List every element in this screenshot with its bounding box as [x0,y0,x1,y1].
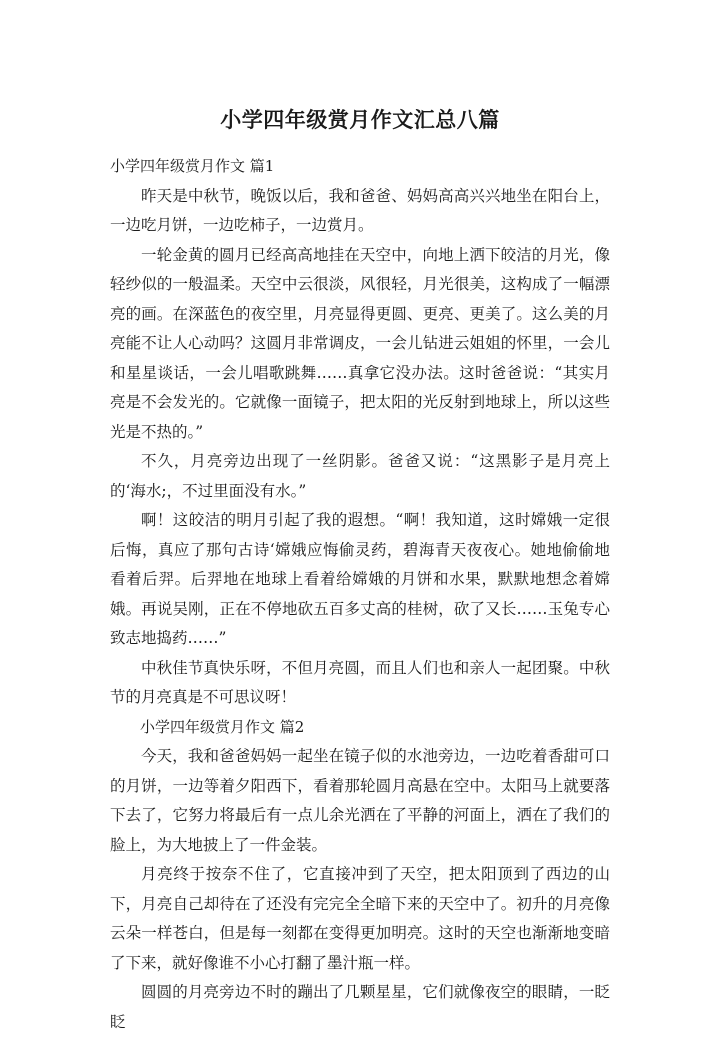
essay-section-2 [110,713,610,1037]
section-heading-2: 小学四年级赏月作文 篇2 [110,713,610,743]
document-title: 小学四年级赏月作文汇总八篇 [110,104,610,136]
essay-section-1 [110,152,610,713]
paragraph-2-1: 今天，我和爸爸妈妈一起坐在镜子似的水池旁边，一边吃着香甜可口的月饼，一边等着夕阳西下，看着那轮圆月高悬在空中。太阳马上就要落下去了，它努力将最后有一点儿余光洒在了平静的河面上，洒在了我们的脸上，为大地披上了一件金装。 [110,742,610,860]
paragraph-2-3: 圆圆的月亮旁边不时的蹦出了几颗星星，它们就像夜空的眼睛，一眨眨 [110,978,610,1037]
paragraph-1-5: 中秋佳节真快乐呀，不但月亮圆，而且人们也和亲人一起团聚。中秋节的月亮真是不可思议呀！ [110,654,610,713]
paragraph-1-3: 不久，月亮旁边出现了一丝阴影。爸爸又说：“这黑影子是月亮上的‘海水;，不过里面没有水。” [110,447,610,506]
paragraph-1-2: 一轮金黄的圆月已经高高地挂在天空中，向地上洒下皎洁的月光，像轻纱似的一般温柔。天空中云很淡，风很轻，月光很美，这构成了一幅漂亮的画。在深蓝色的夜空里，月亮显得更圆、更亮、更美了。这么美的月亮能不让人心动吗？这圆月非常调皮，一会儿钻进云姐姐的怀里，一会儿和星星谈话，一会儿唱歌跳舞……真拿它没办法。这时爸爸说：“其实月亮是不会发光的。它就像一面镜子，把太阳的光反射到地球上，所以这些光是不热的。” [110,241,610,448]
paragraph-2-2: 月亮终于按奈不住了，它直接冲到了天空，把太阳顶到了西边的山下，月亮自己却待在了还没有完完全全暗下来的天空中了。初升的月亮像云朵一样苍白，但是每一刻都在变得更加明亮。这时的天空也渐渐地变暗了下来，就好像谁不小心打翻了墨汁瓶一样。 [110,860,610,978]
paragraph-1-1: 昨天是中秋节，晚饭以后，我和爸爸、妈妈高高兴兴地坐在阳台上，一边吃月饼，一边吃柿子，一边赏月。 [110,182,610,241]
paragraph-1-4: 啊！这皎洁的明月引起了我的遐想。“啊！我知道，这时嫦娥一定很后悔，真应了那句古诗‘嫦娥应悔偷灵药，碧海青天夜夜心。她地偷偷地看着后羿。后羿地在地球上看着给嫦娥的月饼和水果，默默地想念着嫦娥。再说吴刚，正在不停地砍五百多丈高的桂树，砍了又长……玉兔专心致志地捣药……” [110,506,610,654]
section-heading-1: 小学四年级赏月作文 篇1 [110,152,610,182]
